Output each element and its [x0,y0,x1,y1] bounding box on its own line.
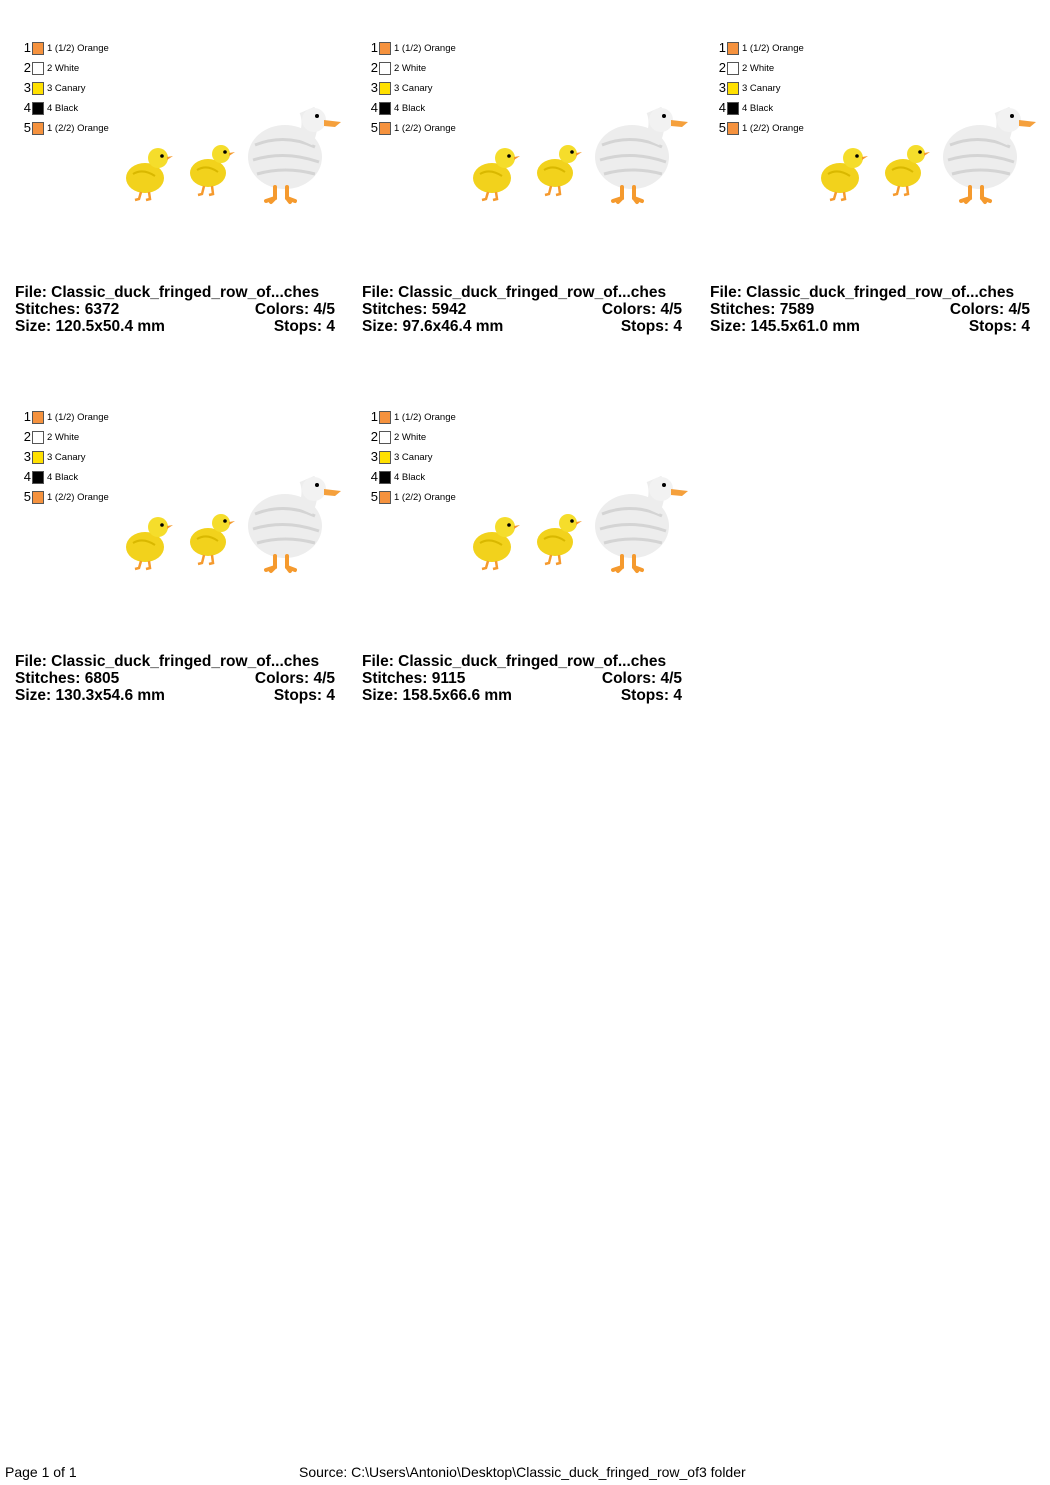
color-swatch [727,102,739,115]
file-name: File: Classic_duck_fringed_row_of...ches [15,284,320,301]
legend-label: 2 White [394,62,427,74]
legend-label: 1 (1/2) Orange [47,411,109,423]
chick-2-illustration [190,145,235,195]
legend-item [715,118,804,138]
design-size: Size: 145.5x61.0 mm [710,318,860,335]
legend-item [715,78,804,98]
legend-item [20,447,109,467]
legend-item [367,467,456,487]
color-swatch [727,122,739,135]
legend-number: 4 [370,469,378,484]
color-legend [367,38,456,138]
legend-number: 2 [370,60,378,75]
stop-count: Stops: 4 [620,318,682,335]
legend-item [367,447,456,467]
chick-1-illustration [126,148,173,200]
legend-number: 5 [23,120,31,135]
legend-item [20,78,109,98]
legend-number: 3 [718,80,726,95]
color-swatch [32,431,44,444]
legend-item [367,427,456,447]
color-legend [20,38,109,138]
color-swatch [32,102,44,115]
legend-label: 1 (2/2) Orange [742,122,804,134]
legend-label: 3 Canary [47,82,86,94]
duck-illustration [248,477,341,571]
legend-label: 1 (1/2) Orange [47,42,109,54]
legend-number: 2 [23,60,31,75]
legend-item [367,407,456,427]
legend-label: 1 (2/2) Orange [394,122,456,134]
color-swatch [379,411,391,424]
color-legend [715,38,804,138]
legend-number: 4 [23,469,31,484]
legend-label: 4 Black [394,471,426,483]
legend-item [20,58,109,78]
legend-item [20,407,109,427]
legend-number: 4 [370,100,378,115]
legend-item [367,118,456,138]
design-preview [462,439,692,589]
duck-illustration [595,477,688,571]
legend-item [20,118,109,138]
chick-1-illustration [126,517,173,569]
color-swatch [32,471,44,484]
legend-label: 3 Canary [394,451,433,463]
color-swatch [379,82,391,95]
stitch-count: Stitches: 6805 [15,670,120,687]
legend-item [367,78,456,98]
color-count: Colors: 4/5 [254,670,335,687]
design-preview [115,70,345,220]
legend-number: 1 [718,40,726,55]
legend-number: 1 [370,40,378,55]
legend-number: 5 [370,489,378,504]
color-swatch [727,82,739,95]
legend-item [367,98,456,118]
stitch-count: Stitches: 5942 [362,301,467,318]
design-preview [810,70,1040,220]
page-number: Page 1 of 1 [5,1464,77,1480]
stop-count: Stops: 4 [273,318,335,335]
legend-label: 1 (1/2) Orange [742,42,804,54]
legend-number: 1 [370,409,378,424]
file-name: File: Classic_duck_fringed_row_of...ches [362,284,667,301]
legend-number: 5 [23,489,31,504]
legend-number: 3 [23,449,31,464]
legend-item [715,38,804,58]
color-swatch [727,42,739,55]
color-count: Colors: 4/5 [601,301,682,318]
color-swatch [379,431,391,444]
color-swatch [379,42,391,55]
legend-label: 3 Canary [742,82,781,94]
stop-count: Stops: 4 [968,318,1030,335]
file-name: File: Classic_duck_fringed_row_of...ches [15,653,320,670]
design-size: Size: 130.3x54.6 mm [15,687,165,704]
design-info [362,284,682,335]
chick-2-illustration [190,514,235,564]
color-swatch [379,62,391,75]
source-path: Source: C:\Users\Antonio\Desktop\Classic_duck_fringed_row_of3 folder [299,1464,746,1480]
legend-label: 1 (2/2) Orange [47,491,109,503]
legend-item [715,98,804,118]
legend-number: 2 [370,429,378,444]
legend-label: 2 White [47,62,80,74]
color-swatch [32,62,44,75]
legend-number: 5 [718,120,726,135]
legend-label: 2 White [742,62,775,74]
design-card [362,10,692,335]
color-count: Colors: 4/5 [601,670,682,687]
legend-item [20,487,109,507]
legend-label: 1 (2/2) Orange [394,491,456,503]
design-card [15,10,345,335]
design-size: Size: 97.6x46.4 mm [362,318,504,335]
color-swatch [379,102,391,115]
duck-illustration [943,108,1036,202]
design-size: Size: 158.5x66.6 mm [362,687,512,704]
legend-number: 1 [23,40,31,55]
legend-label: 1 (1/2) Orange [394,411,456,423]
design-card [362,379,692,704]
chick-2-illustration [537,145,582,195]
design-info [15,653,335,704]
color-legend [367,407,456,507]
design-preview [115,439,345,589]
legend-number: 4 [718,100,726,115]
chick-1-illustration [473,148,520,200]
legend-number: 4 [23,100,31,115]
legend-label: 1 (2/2) Orange [47,122,109,134]
legend-number: 3 [370,449,378,464]
chick-2-illustration [885,145,930,195]
color-swatch [379,491,391,504]
duck-illustration [248,108,341,202]
chick-1-illustration [473,517,520,569]
legend-number: 3 [23,80,31,95]
design-card [710,10,1040,335]
legend-item [20,427,109,447]
legend-label: 4 Black [47,102,79,114]
color-swatch [32,82,44,95]
legend-item [715,58,804,78]
legend-label: 4 Black [394,102,426,114]
design-info [710,284,1030,335]
legend-item [367,38,456,58]
legend-label: 1 (1/2) Orange [394,42,456,54]
design-size: Size: 120.5x50.4 mm [15,318,165,335]
color-swatch [379,471,391,484]
color-swatch [32,411,44,424]
stitch-count: Stitches: 6372 [15,301,120,318]
legend-number: 3 [370,80,378,95]
color-swatch [32,42,44,55]
legend-item [20,38,109,58]
file-name: File: Classic_duck_fringed_row_of...ches [710,284,1015,301]
legend-item [367,58,456,78]
color-swatch [32,122,44,135]
color-swatch [32,451,44,464]
stop-count: Stops: 4 [273,687,335,704]
legend-label: 3 Canary [394,82,433,94]
duck-illustration [595,108,688,202]
legend-number: 1 [23,409,31,424]
file-name: File: Classic_duck_fringed_row_of...ches [362,653,667,670]
color-swatch [379,451,391,464]
color-swatch [32,491,44,504]
legend-label: 2 White [47,431,80,443]
legend-label: 4 Black [742,102,774,114]
chick-1-illustration [821,148,868,200]
legend-label: 3 Canary [47,451,86,463]
legend-number: 5 [370,120,378,135]
legend-number: 2 [23,429,31,444]
color-swatch [379,122,391,135]
color-count: Colors: 4/5 [949,301,1030,318]
legend-number: 2 [718,60,726,75]
color-swatch [727,62,739,75]
legend-item [367,487,456,507]
stitch-count: Stitches: 9115 [362,670,466,687]
color-legend [20,407,109,507]
legend-label: 2 White [394,431,427,443]
legend-label: 4 Black [47,471,79,483]
design-info [15,284,335,335]
color-count: Colors: 4/5 [254,301,335,318]
stitch-count: Stitches: 7589 [710,301,815,318]
stop-count: Stops: 4 [620,687,682,704]
design-info [362,653,682,704]
design-card [15,379,345,704]
legend-item [20,467,109,487]
legend-item [20,98,109,118]
design-preview [462,70,692,220]
chick-2-illustration [537,514,582,564]
